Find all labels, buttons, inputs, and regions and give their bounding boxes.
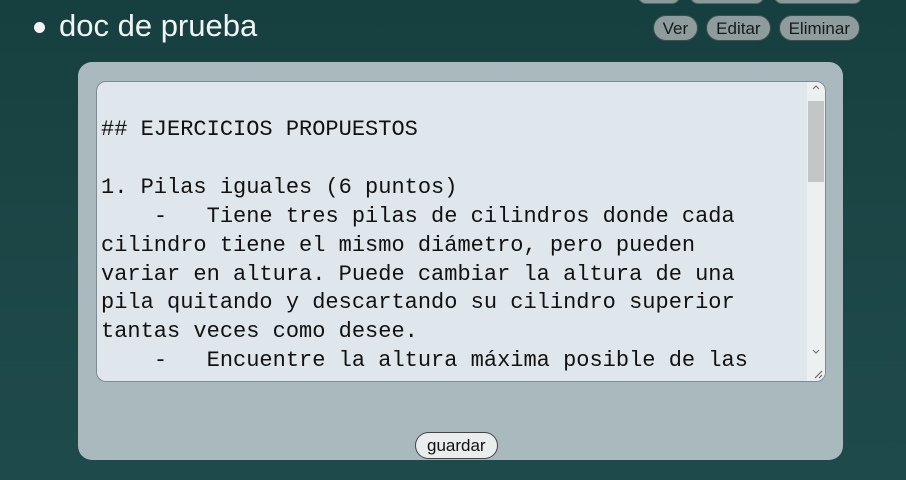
editor-line: pila quitando y descartando su cilindro superior [101, 290, 735, 316]
document-actions [653, 15, 860, 41]
edit-panel [78, 62, 843, 460]
editor-line: tantas veces como desee. [101, 319, 418, 345]
edit-button[interactable]: Editar [706, 15, 770, 41]
editor-line: - Tiene tres pilas de cilindros donde cada [101, 203, 735, 229]
chevron-up-icon[interactable] [807, 82, 825, 100]
editor-line: ## EJERCICIOS PROPUESTOS [101, 117, 418, 142]
scroll-thumb[interactable] [808, 101, 824, 182]
view-button[interactable]: Ver [653, 15, 699, 41]
scrollbar[interactable] [807, 82, 825, 381]
editor-line: 1. Pilas iguales (6 puntos) [101, 174, 458, 200]
document-title: doc de prueba [59, 8, 258, 43]
save-button[interactable]: guardar [415, 432, 498, 459]
document-textarea[interactable] [96, 81, 826, 382]
editor-line: - Encuentre la altura máxima posible de las [101, 348, 748, 374]
editor-line: variar en altura. Puede cambiar la altura de una [101, 261, 735, 287]
document-content[interactable] [101, 116, 801, 376]
document-list-item [28, 4, 868, 48]
chevron-down-icon[interactable] [807, 345, 825, 363]
resize-grip-icon[interactable] [810, 366, 824, 380]
bullet-icon [34, 22, 45, 33]
delete-button[interactable]: Eliminar [779, 15, 860, 41]
editor-line: cilindro tiene el mismo diámetro, pero pueden [101, 232, 696, 258]
